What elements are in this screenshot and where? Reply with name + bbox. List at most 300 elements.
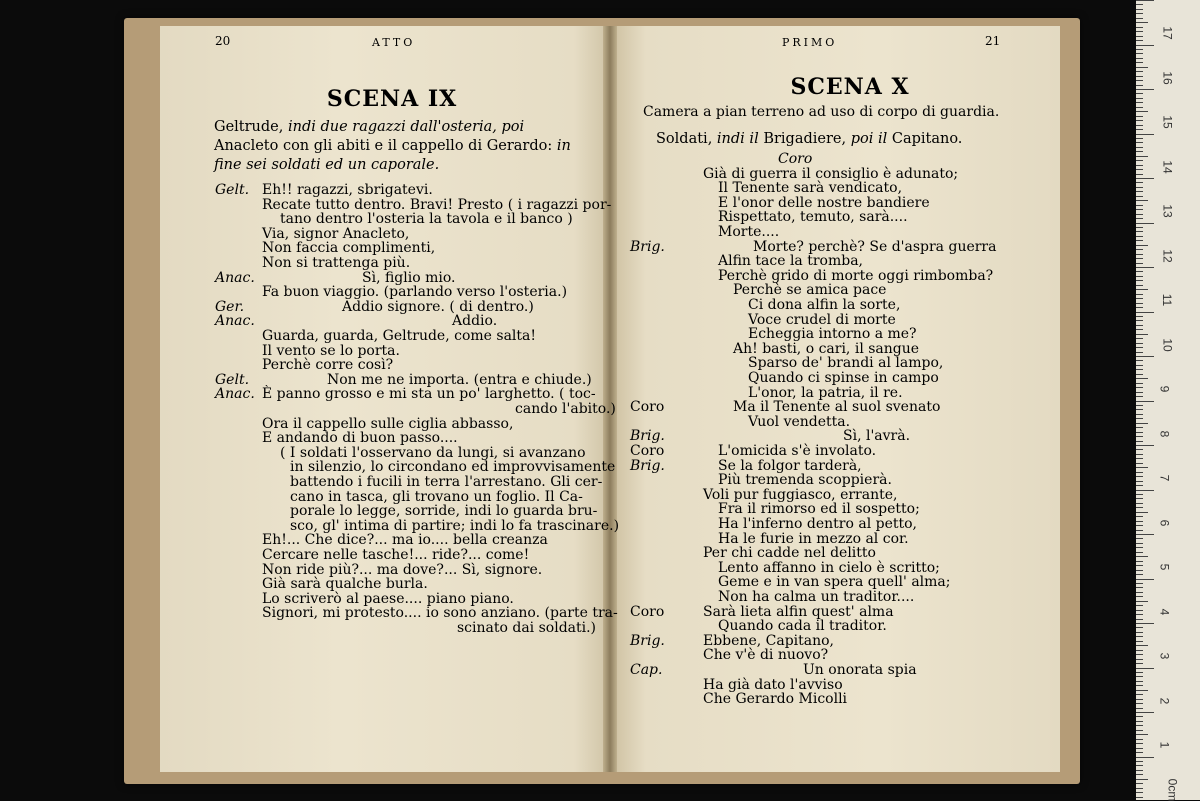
ruler-tick: [1136, 316, 1143, 317]
ruler-tick: [1136, 0, 1154, 1]
ruler-tick: [1136, 663, 1143, 664]
ruler-tick: [1136, 280, 1143, 281]
dialogue-line: Ha l'inferno dentro al petto,: [718, 516, 917, 532]
ruler-tick: [1136, 285, 1143, 286]
text-segment: Geltrude,: [214, 119, 288, 135]
ruler-tick: [1136, 712, 1154, 713]
ruler-tick: [1136, 120, 1143, 121]
ruler-tick: [1136, 610, 1143, 611]
dialogue-line: Vuol vendetta.: [748, 413, 851, 430]
ruler-tick: [1136, 71, 1143, 72]
ruler-tick: [1136, 699, 1143, 700]
ruler-tick: [1136, 463, 1143, 464]
ruler-tick: [1136, 58, 1143, 59]
ruler-tick: [1136, 472, 1143, 473]
dialogue-line: Il Tenente sarà vendicato,: [718, 180, 903, 197]
dialogue-line: Lento affanno in cielo è scritto;: [718, 559, 940, 576]
ruler-tick: [1136, 788, 1143, 789]
ruler-tick: [1136, 761, 1143, 762]
ruler-number: 9: [1157, 385, 1172, 393]
left-stage-intro: [214, 118, 584, 175]
ruler-number: 8: [1157, 430, 1172, 437]
dialogue-line: L'onor, la patria, il re.: [748, 384, 903, 401]
dialogue-line: Che Gerardo Micolli: [703, 691, 848, 708]
ruler-tick: [1136, 432, 1143, 433]
dialogue-line: E l'onor delle nostre bandiere: [718, 194, 930, 211]
dialogue-line: Eh!... Che dice?... ma io.... bella creanza: [262, 532, 548, 549]
ruler-number: 7: [1157, 474, 1172, 482]
text-segment: in fine sei soldati ed un caporale.: [214, 138, 571, 173]
dialogue-line: Eh!! ragazzi, sbrigatevi.: [262, 182, 433, 198]
ruler-tick: [1136, 271, 1143, 272]
ruler-tick: [1136, 752, 1143, 753]
dialogue-line: Coro: [778, 151, 813, 167]
ruler-tick: [1136, 174, 1143, 175]
ruler-tick: [1136, 636, 1143, 637]
ruler-tick: [1136, 587, 1143, 588]
dialogue-line: Cercare nelle tasche!... ride?... come!: [262, 547, 530, 563]
ruler-tick: [1136, 414, 1143, 415]
ruler-number: 17: [1160, 26, 1175, 40]
ruler-tick: [1136, 53, 1143, 54]
ruler-tick: [1136, 307, 1143, 308]
ruler-tick: [1136, 329, 1143, 330]
dialogue-line: Sarà lieta alfin quest' alma: [703, 603, 894, 620]
dialogue-line: Geme e in van spera quell' alma;: [718, 574, 951, 591]
ruler-tick: [1136, 22, 1148, 23]
ruler-tick: [1136, 378, 1148, 379]
dialogue-line: Ebbene, Capitano,: [703, 632, 834, 649]
ruler-tick: [1136, 507, 1143, 508]
ruler-tick: [1136, 196, 1143, 197]
ruler-tick: [1136, 401, 1154, 402]
ruler-tick: [1136, 619, 1143, 620]
speaker-label: Brig.: [630, 238, 665, 255]
ruler-tick: [1136, 334, 1148, 335]
ruler-number: 10: [1160, 337, 1175, 352]
ruler-tick: [1136, 13, 1143, 14]
ruler-tick: [1136, 325, 1143, 326]
ruler-tick: [1136, 725, 1143, 726]
dialogue-line: Echeggia intorno a me?: [748, 326, 917, 343]
ruler-tick: [1136, 476, 1143, 477]
dialogue-line: Sparso de' brandi al lampo,: [748, 355, 944, 372]
ruler-tick: [1136, 601, 1148, 602]
ruler-number: 11: [1160, 293, 1175, 307]
dialogue-line: ( I soldati l'osservano da lungi, si avanzano: [280, 444, 586, 461]
ruler-number: 14: [1160, 159, 1175, 174]
text-segment: Anacleto con gli abiti e il cappello di Gerardo:: [214, 138, 557, 154]
ruler-tick: [1136, 214, 1143, 215]
ruler-tick: [1136, 187, 1143, 188]
ruler-tick: [1136, 792, 1143, 793]
ruler-tick: [1136, 374, 1143, 375]
ruler-tick: [1136, 570, 1143, 571]
ruler-tick: [1136, 236, 1143, 237]
left-page-number: 20: [215, 34, 231, 48]
dialogue-line: Già di guerra il consiglio è adunato;: [703, 165, 959, 182]
dialogue-line: Morte....: [718, 224, 780, 240]
ruler-tick: [1136, 294, 1143, 295]
ruler-tick: [1136, 67, 1148, 68]
text-segment: indi il: [716, 131, 764, 147]
dialogue-line: Non ride più?... ma dove?... Sì, signore.: [262, 561, 543, 578]
ruler-tick: [1136, 254, 1143, 255]
ruler-tick: [1136, 142, 1143, 143]
ruler-tick: [1136, 449, 1143, 450]
dialogue-line: Fra il rimorso ed il sospetto;: [718, 501, 920, 518]
ruler-tick: [1136, 125, 1143, 126]
ruler-tick: [1136, 770, 1143, 771]
text-segment: indi due ragazzi dall'osteria, poi: [287, 119, 525, 135]
ruler-tick: [1136, 427, 1143, 428]
ruler-tick: [1136, 320, 1143, 321]
dialogue-line: Per chi cadde nel delitto: [703, 545, 876, 562]
ruler-tick: [1136, 409, 1143, 410]
ruler-tick: [1136, 503, 1143, 504]
ruler-tick: [1136, 405, 1143, 406]
ruler-tick: [1136, 263, 1143, 264]
right-page-number: 21: [985, 34, 1001, 48]
dialogue-line: battendo i fucili in terra l'arrestano. Gli cer-: [290, 474, 603, 490]
ruler-tick: [1136, 498, 1143, 499]
ruler-tick: [1136, 289, 1148, 290]
dialogue-line: Che v'è di nuovo?: [703, 647, 829, 664]
dialogue-line: Voli pur fuggiasco, errante,: [703, 486, 898, 503]
dialogue-line: Addio.: [452, 313, 498, 330]
ruler-tick: [1136, 343, 1143, 344]
ruler-tick: [1136, 743, 1143, 744]
ruler-tick: [1136, 227, 1143, 228]
ruler-tick: [1136, 147, 1143, 148]
ruler-tick: [1136, 418, 1143, 419]
ruler-tick: [1136, 494, 1143, 495]
dialogue-line: Rispettato, temuto, sarà....: [718, 209, 908, 226]
ruler-tick: [1136, 708, 1143, 709]
ruler-tick: [1136, 783, 1143, 784]
ruler-tick: [1136, 312, 1154, 313]
dialogue-line: Guarda, guarda, Geltrude, come salta!: [262, 328, 536, 344]
ruler-tick: [1136, 614, 1143, 615]
ruler-tick: [1136, 338, 1143, 339]
ruler-tick: [1136, 561, 1143, 562]
speaker-label: Gelt.: [215, 182, 250, 198]
ruler-tick: [1136, 436, 1143, 437]
ruler-tick: [1136, 31, 1143, 32]
dialogue-line: Perchè corre così?: [262, 357, 394, 374]
ruler-tick: [1136, 387, 1143, 388]
dialogue-line: Non me ne importa. (entra e chiude.): [327, 371, 592, 388]
dialogue-line: Non faccia complimenti,: [262, 240, 436, 257]
dialogue-line: Un onorata spia: [803, 662, 917, 678]
left-scene-title: SCENA IX: [326, 86, 458, 112]
ruler-tick: [1136, 347, 1143, 348]
ruler-tick: [1136, 231, 1143, 232]
dialogue-line: Addio signore. ( di dentro.): [342, 298, 534, 315]
dialogue-line: Ha già dato l'avviso: [703, 676, 843, 693]
dialogue-line: Ma il Tenente al suol svenato: [733, 399, 941, 416]
ruler-tick: [1136, 592, 1143, 593]
ruler-tick: [1136, 45, 1154, 46]
ruler-number: 0cm: [1165, 778, 1180, 801]
ruler-tick: [1136, 369, 1143, 370]
ruler-tick: [1136, 627, 1143, 628]
ruler-tick: [1136, 396, 1143, 397]
dialogue-line: cando l'abito.): [515, 401, 616, 417]
ruler-tick: [1136, 200, 1148, 201]
ruler-tick: [1136, 116, 1143, 117]
text-segment: poi il: [850, 131, 892, 147]
dialogue-line: in silenzio, lo circondano ed improvvisamente: [290, 459, 616, 476]
ruler-tick: [1136, 605, 1143, 606]
ruler-tick: [1136, 645, 1148, 646]
ruler-tick: [1136, 579, 1154, 580]
right-setting: Camera a pian terreno ad uso di corpo di guardia.: [643, 104, 1000, 120]
dialogue-line: Signori, mi protesto.... io sono anziano. (parte tra-: [262, 605, 618, 622]
ruler-tick: [1136, 467, 1148, 468]
speaker-label: Gelt.: [215, 371, 250, 388]
ruler-tick: [1136, 632, 1143, 633]
ruler-tick: [1136, 85, 1143, 86]
ruler-tick: [1136, 481, 1143, 482]
ruler-tick: [1136, 445, 1154, 446]
ruler-tick: [1136, 659, 1143, 660]
ruler-tick: [1136, 129, 1143, 130]
dialogue-line: Già sarà qualche burla.: [262, 576, 428, 593]
left-running-head: ATTO: [372, 36, 416, 49]
dialogue-line: Quando ci spinse in campo: [748, 370, 939, 386]
ruler-tick: [1136, 668, 1154, 669]
dialogue-line: Non ha calma un traditor....: [718, 589, 915, 605]
ruler-tick: [1136, 565, 1143, 566]
ruler-tick: [1136, 748, 1143, 749]
ruler-tick: [1136, 165, 1143, 166]
ruler-tick: [1136, 191, 1143, 192]
text-segment: Soldati,: [656, 131, 717, 147]
dialogue-line: Sì, l'avrà.: [843, 428, 911, 445]
ruler-tick: [1136, 454, 1143, 455]
speaker-label: Cap.: [630, 662, 663, 678]
ruler-tick: [1136, 111, 1148, 112]
ruler-tick: [1136, 547, 1143, 548]
dialogue-line: cano in tasca, gli trovano un foglio. Il Ca-: [290, 488, 583, 505]
ruler-tick: [1136, 685, 1143, 686]
dialogue-line: Ah! basti, o cari, il sangue: [733, 340, 920, 357]
ruler-tick: [1136, 223, 1154, 224]
ruler-tick: [1136, 178, 1154, 179]
ruler-tick: [1136, 134, 1154, 135]
ruler-tick: [1136, 734, 1148, 735]
dialogue-line: Se la folgor tarderà,: [718, 457, 862, 474]
dialogue-line: tano dentro l'osteria la tavola e il banco ): [280, 211, 573, 228]
ruler-tick: [1136, 27, 1143, 28]
ruler-tick: [1136, 303, 1143, 304]
dialogue-line: Morte? perchè? Se d'aspra guerra: [753, 238, 997, 255]
ruler-tick: [1136, 80, 1143, 81]
ruler-tick: [1136, 240, 1143, 241]
ruler-tick: [1136, 107, 1143, 108]
ruler-tick: [1136, 703, 1143, 704]
ruler-tick: [1136, 423, 1148, 424]
dialogue-line: Ora il cappello sulle ciglia abbasso,: [262, 415, 514, 432]
ruler-tick: [1136, 543, 1143, 544]
speaker-label: Anac.: [215, 313, 255, 330]
ruler-tick: [1136, 360, 1143, 361]
ruler-number: 15: [1160, 115, 1175, 129]
ruler-tick: [1136, 521, 1143, 522]
dialogue-line: Fa buon viaggio. (parlando verso l'osteria.): [262, 284, 568, 301]
ruler-tick: [1136, 151, 1143, 152]
ruler-tick: [1136, 76, 1143, 77]
ruler-tick: [1136, 267, 1154, 268]
ruler-tick: [1136, 249, 1143, 250]
ruler-tick: [1136, 757, 1154, 758]
ruler-tick: [1136, 352, 1143, 353]
ruler-tick: [1136, 18, 1143, 19]
ruler-tick: [1136, 89, 1154, 90]
dialogue-line: Perchè se amica pace: [733, 282, 887, 299]
ruler-tick: [1136, 694, 1143, 695]
ruler-tick: [1136, 93, 1143, 94]
dialogue-line: Più tremenda scoppierà.: [718, 472, 892, 489]
ruler-tick: [1136, 681, 1143, 682]
ruler-tick: [1136, 583, 1143, 584]
speaker-label: Brig.: [630, 428, 665, 445]
dialogue-line: È panno grosso e mi sta un po' larghetto. ( toc-: [262, 386, 596, 403]
speaker-label: Coro: [630, 603, 665, 620]
ruler-tick: [1136, 485, 1143, 486]
ruler-tick: [1136, 552, 1143, 553]
dialogue-line: Via, signor Anacleto,: [262, 225, 410, 242]
ruler-tick: [1136, 779, 1148, 780]
ruler-tick: [1136, 4, 1143, 5]
text-segment: Brigadiere,: [763, 131, 851, 147]
dialogue-line: scinato dai soldati.): [457, 620, 597, 636]
dialogue-line: Recate tutto dentro. Bravi! Presto ( i ragazzi por-: [262, 196, 612, 213]
ruler-tick: [1136, 538, 1143, 539]
speaker-label: Ger.: [215, 298, 245, 315]
dialogue-line: Il vento se lo porta.: [262, 342, 400, 359]
ruler-tick: [1136, 138, 1143, 139]
ruler-tick: [1136, 654, 1143, 655]
ruler-tick: [1136, 298, 1143, 299]
dialogue-line: Alfin tace la tromba,: [718, 253, 863, 270]
book-spine: [603, 26, 617, 772]
ruler-tick: [1136, 516, 1143, 517]
ruler-tick: [1136, 441, 1143, 442]
ruler-number: 13: [1160, 204, 1175, 218]
ruler-number: 12: [1160, 248, 1175, 263]
dialogue-line: E andando di buon passo....: [262, 430, 458, 447]
ruler-tick: [1136, 650, 1143, 651]
speaker-label: Anac.: [215, 386, 255, 403]
ruler-tick: [1136, 258, 1143, 259]
ruler-tick: [1136, 739, 1143, 740]
ruler-tick: [1136, 623, 1154, 624]
ruler-tick: [1136, 276, 1143, 277]
ruler-tick: [1136, 556, 1148, 557]
ruler-number: 4: [1157, 608, 1172, 615]
ruler-tick: [1136, 383, 1143, 384]
ruler-tick: [1136, 98, 1143, 99]
ruler-tick: [1136, 530, 1143, 531]
ruler-tick: [1136, 774, 1143, 775]
ruler-tick: [1136, 49, 1143, 50]
dialogue-line: Non si trattenga più.: [262, 255, 411, 271]
ruler-number: 2: [1157, 697, 1172, 704]
ruler-tick: [1136, 574, 1143, 575]
ruler-tick: [1136, 458, 1143, 459]
dialogue-line: Voce crudel di morte: [748, 311, 896, 328]
dialogue-line: Sì, figlio mio.: [362, 269, 456, 286]
ruler-tick: [1136, 392, 1143, 393]
speaker-label: Coro: [630, 443, 665, 459]
ruler-tick: [1136, 365, 1143, 366]
ruler-tick: [1136, 534, 1154, 535]
dialogue-line: Lo scriverò al paese.... piano piano.: [262, 590, 514, 607]
dialogue-line: Ci dona alfin la sorte,: [748, 297, 901, 313]
dialogue-line: Perchè grido di morte oggi rimbomba?: [718, 267, 994, 284]
ruler-tick: [1136, 102, 1143, 103]
ruler-number: 5: [1157, 563, 1172, 571]
dialogue-line: L'omicida s'è involato.: [718, 443, 877, 459]
ruler-tick: [1136, 205, 1143, 206]
speaker-label: Brig.: [630, 632, 665, 649]
ruler-tick: [1136, 512, 1148, 513]
right-running-head: PRIMO: [782, 36, 838, 49]
ruler-tick: [1136, 209, 1143, 210]
ruler-tick: [1136, 156, 1148, 157]
ruler-tick: [1136, 672, 1143, 673]
text-segment: Capitano.: [891, 131, 963, 147]
ruler-tick: [1136, 62, 1143, 63]
ruler-tick: [1136, 641, 1143, 642]
ruler-tick: [1136, 36, 1143, 37]
ruler-number: 16: [1160, 70, 1175, 85]
dialogue-line: Ha le furie in mezzo al cor.: [718, 530, 909, 547]
ruler-tick: [1136, 356, 1154, 357]
ruler-tick: [1136, 245, 1148, 246]
ruler-number: 3: [1157, 652, 1172, 660]
ruler-tick: [1136, 730, 1143, 731]
ruler-tick: [1136, 218, 1143, 219]
dialogue-line: Quando cada il traditor.: [718, 618, 887, 635]
speaker-label: Coro: [630, 399, 665, 416]
ruler-tick: [1136, 169, 1143, 170]
dialogue-line: sco, gl' intima di partire; indi lo fa trascinare.): [290, 517, 620, 534]
ruler-tick: [1136, 690, 1148, 691]
speaker-label: Brig.: [630, 457, 665, 474]
ruler-tick: [1136, 797, 1143, 798]
ruler-tick: [1136, 765, 1143, 766]
dialogue-line: porale lo legge, sorride, indi lo guarda bru-: [290, 503, 598, 520]
ruler-number: 1: [1157, 741, 1172, 749]
ruler-tick: [1136, 721, 1143, 722]
ruler-tick: [1136, 160, 1143, 161]
ruler-tick: [1136, 676, 1143, 677]
ruler-tick: [1136, 182, 1143, 183]
ruler-tick: [1136, 525, 1143, 526]
right-scene-title: SCENA X: [790, 74, 910, 100]
ruler-tick: [1136, 9, 1143, 10]
right-characters: [656, 130, 1056, 149]
speaker-label: Anac.: [215, 269, 255, 286]
ruler-tick: [1136, 40, 1143, 41]
ruler-tick: [1136, 490, 1154, 491]
ruler-number: 6: [1157, 519, 1172, 526]
ruler-tick: [1136, 716, 1143, 717]
ruler-tick: [1136, 596, 1143, 597]
